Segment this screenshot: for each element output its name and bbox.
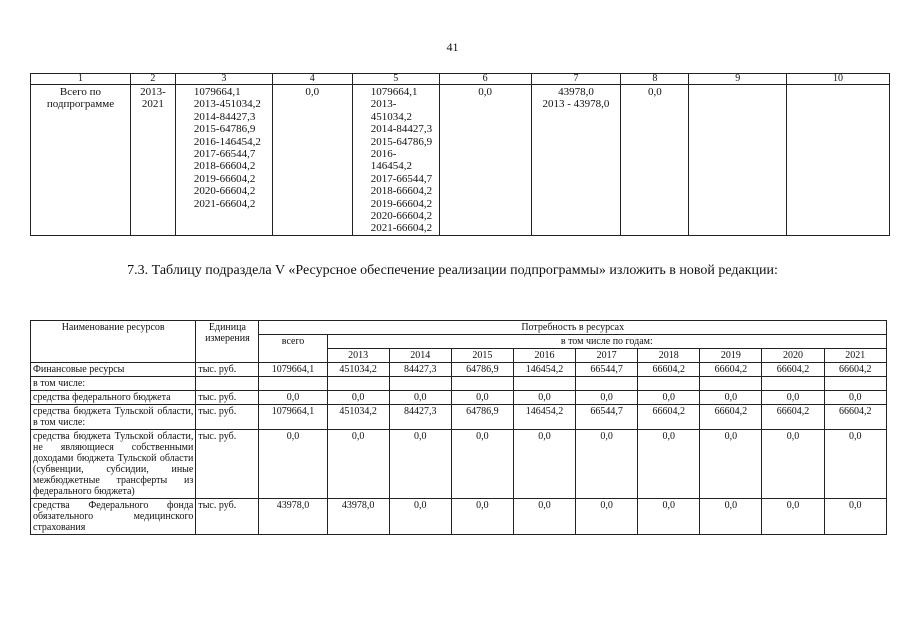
col-number: 2 <box>130 74 175 85</box>
value-cell: 0,0 <box>762 430 824 499</box>
col8-cell: 0,0 <box>621 85 689 236</box>
value-cell: 66544,7 <box>576 363 638 377</box>
year-header: 2021 <box>824 349 886 363</box>
value-cell: 0,0 <box>638 430 700 499</box>
line: 2013-451034,2 <box>370 98 412 123</box>
table-row <box>31 430 887 499</box>
value-cell: 146454,2 <box>513 405 575 430</box>
header-name: Наименование ресурсов <box>31 321 196 363</box>
column-number-row <box>31 74 890 85</box>
value-cell <box>327 377 389 391</box>
line: 2019-66604,2 <box>193 172 256 185</box>
col-number: 3 <box>175 74 272 85</box>
line: 2018-66604,2 <box>370 185 433 198</box>
col-number: 4 <box>272 74 352 85</box>
line: 2020-66604,2 <box>370 210 433 223</box>
header-need: Потребность в ресурсах <box>259 321 887 335</box>
resource-name: Финансовые ресурсы <box>31 363 196 377</box>
col6-cell: 0,0 <box>439 85 531 236</box>
value-cell: 146454,2 <box>513 363 575 377</box>
value-cell <box>762 377 824 391</box>
value-cell: 0,0 <box>451 430 513 499</box>
header-row <box>31 321 887 335</box>
year-header: 2019 <box>700 349 762 363</box>
line: 1079664,1 <box>193 86 241 98</box>
total-cell: 0,0 <box>259 430 327 499</box>
table-row <box>31 363 887 377</box>
line: 2021-66604,2 <box>193 197 256 210</box>
col4-cell: 0,0 <box>272 85 352 236</box>
page-number: 41 <box>446 40 459 54</box>
year-header: 2018 <box>638 349 700 363</box>
unit-cell: тыс. руб. <box>196 363 259 377</box>
value-cell: 0,0 <box>389 430 451 499</box>
line: 1079664,1 <box>370 86 418 98</box>
value-cell <box>389 377 451 391</box>
col-number: 5 <box>352 74 439 85</box>
line: 2020-66604,2 <box>193 185 256 198</box>
resource-name: средства бюджета Тульской области, в том числе: <box>31 405 196 430</box>
line: 2018-66604,2 <box>193 160 256 173</box>
value-cell: 66604,2 <box>638 405 700 430</box>
line: 2015-64786,9 <box>193 123 256 136</box>
value-cell: 0,0 <box>513 391 575 405</box>
value-cell: 0,0 <box>700 499 762 535</box>
total-cell <box>259 377 327 391</box>
value-cell: 0,0 <box>762 391 824 405</box>
line: 2014-84427,3 <box>370 123 433 136</box>
value-cell: 0,0 <box>327 391 389 405</box>
value-cell <box>513 377 575 391</box>
total-cell: 43978,0 <box>259 499 327 535</box>
value-cell: 0,0 <box>451 391 513 405</box>
value-cell <box>576 377 638 391</box>
regional-funding-cell <box>352 85 439 236</box>
value-cell: 66604,2 <box>700 405 762 430</box>
period-cell <box>130 85 175 236</box>
value-cell: 0,0 <box>700 391 762 405</box>
value-cell: 66604,2 <box>638 363 700 377</box>
table-row <box>31 391 887 405</box>
value-cell: 0,0 <box>327 430 389 499</box>
year-header: 2014 <box>389 349 451 363</box>
subprogram-total-table <box>30 73 890 236</box>
header-by-years: в том числе по годам: <box>327 335 886 349</box>
total-cell: 0,0 <box>259 391 327 405</box>
line: 2015-64786,9 <box>370 135 433 148</box>
total-cell: 1079664,1 <box>259 405 327 430</box>
subprogram-name-cell <box>31 85 131 236</box>
unit-cell <box>196 377 259 391</box>
total-cell: 1079664,1 <box>259 363 327 377</box>
header-total: всего <box>259 335 327 363</box>
unit-cell: тыс. руб. <box>196 430 259 499</box>
table-row <box>31 499 887 535</box>
table-row <box>31 405 887 430</box>
line: 2021-66604,2 <box>370 222 433 235</box>
resource-name: средства Федерального фонда обязательного медицинского страхования <box>31 499 196 535</box>
line: 43978,0 <box>558 86 594 98</box>
year-header: 2015 <box>451 349 513 363</box>
unit-cell: тыс. руб. <box>196 391 259 405</box>
value-cell: 0,0 <box>451 499 513 535</box>
total-funding-cell <box>175 85 272 236</box>
line: подпрограмме <box>46 98 115 111</box>
section-heading: 7.3. Таблицу подраздела V «Ресурсное обеспечение реализации подпрограммы» изложить в новой редакции: <box>127 263 778 278</box>
col-number: 10 <box>787 74 890 85</box>
value-cell: 0,0 <box>513 430 575 499</box>
line: 2021 <box>141 98 164 111</box>
value-cell: 451034,2 <box>327 363 389 377</box>
value-cell: 0,0 <box>824 430 886 499</box>
col-number: 1 <box>31 74 131 85</box>
col10-cell <box>787 85 890 236</box>
table-row <box>31 85 890 236</box>
value-cell: 84427,3 <box>389 405 451 430</box>
value-cell: 43978,0 <box>327 499 389 535</box>
line: 2019-66604,2 <box>370 197 433 210</box>
value-cell: 66604,2 <box>762 363 824 377</box>
resource-name: средства федерального бюджета <box>31 391 196 405</box>
value-cell: 0,0 <box>576 430 638 499</box>
value-cell: 64786,9 <box>451 363 513 377</box>
year-header: 2020 <box>762 349 824 363</box>
line: 2013 - 43978,0 <box>542 98 610 111</box>
line: Всего по <box>59 86 102 98</box>
year-header: 2016 <box>513 349 575 363</box>
col7-cell <box>531 85 621 236</box>
value-cell: 451034,2 <box>327 405 389 430</box>
value-cell: 64786,9 <box>451 405 513 430</box>
value-cell: 0,0 <box>389 499 451 535</box>
col-number: 6 <box>439 74 531 85</box>
col-number: 8 <box>621 74 689 85</box>
value-cell: 66604,2 <box>824 363 886 377</box>
line: 2013- <box>140 86 166 98</box>
value-cell <box>451 377 513 391</box>
col-number: 9 <box>689 74 787 85</box>
value-cell <box>638 377 700 391</box>
table-row <box>31 377 887 391</box>
value-cell: 0,0 <box>576 391 638 405</box>
year-header: 2013 <box>327 349 389 363</box>
line: 2013-451034,2 <box>193 98 261 111</box>
value-cell: 66604,2 <box>824 405 886 430</box>
unit-cell: тыс. руб. <box>196 499 259 535</box>
line: 2017-66544,7 <box>370 172 433 185</box>
value-cell <box>700 377 762 391</box>
line: 2014-84427,3 <box>193 110 256 123</box>
value-cell: 66604,2 <box>762 405 824 430</box>
value-cell: 0,0 <box>638 391 700 405</box>
value-cell: 0,0 <box>700 430 762 499</box>
value-cell: 66544,7 <box>576 405 638 430</box>
value-cell: 0,0 <box>824 499 886 535</box>
header-unit: Единица измерения <box>196 321 259 363</box>
value-cell: 0,0 <box>513 499 575 535</box>
value-cell: 0,0 <box>824 391 886 405</box>
value-cell: 66604,2 <box>700 363 762 377</box>
value-cell: 0,0 <box>762 499 824 535</box>
value-cell: 0,0 <box>576 499 638 535</box>
resource-table <box>30 320 887 535</box>
col-number: 7 <box>531 74 621 85</box>
value-cell: 0,0 <box>389 391 451 405</box>
line: 2016-146454,2 <box>370 148 412 173</box>
resource-name: средства бюджета Тульской области, не являющиеся собственными доходами бюджета Тульской области (субвенции, субсидии, иные межбюджетные трансферты из федерального бюджета) <box>31 430 196 499</box>
line: 2017-66544,7 <box>193 148 256 161</box>
value-cell <box>824 377 886 391</box>
col9-cell <box>689 85 787 236</box>
unit-cell: тыс. руб. <box>196 405 259 430</box>
resource-name: в том числе: <box>31 377 196 391</box>
value-cell: 0,0 <box>638 499 700 535</box>
value-cell: 84427,3 <box>389 363 451 377</box>
line: 2016-146454,2 <box>193 135 261 148</box>
year-header: 2017 <box>576 349 638 363</box>
